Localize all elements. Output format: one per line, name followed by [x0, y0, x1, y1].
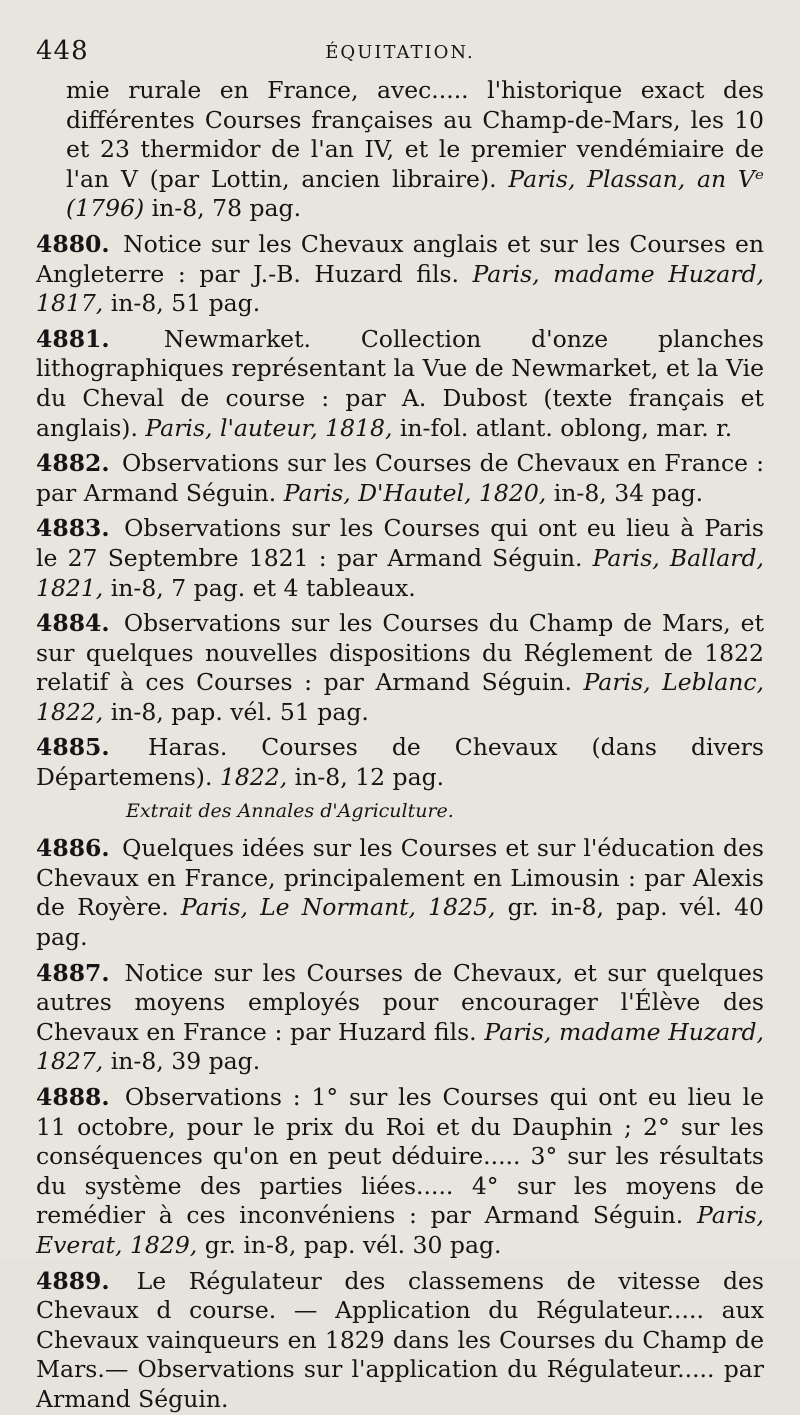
bibliography-entry: [36, 514, 764, 603]
entry-imprint: Paris, Plassan, an Vᵉ (1796): [66, 164, 764, 223]
entry-number: 4882.: [36, 449, 110, 478]
entry-imprint: Paris, Le Normant, 1825,: [180, 893, 496, 922]
bibliography-entry: [36, 609, 764, 727]
bibliography-entry: [36, 1083, 764, 1261]
entry-format: in-8, 34 pag.: [553, 478, 704, 507]
entry-text: Observations sur les Courses du Champ de Mars, et sur quelques nouvelles dispositions du Réglement de 1822 relatif à ces Courses : par Armand Séguin.: [36, 609, 764, 697]
entry-imprint: Paris, Leblanc, 1822,: [36, 668, 764, 726]
entry-format: in-8, 78 pag.: [151, 194, 302, 223]
entry-format: in-8, 12 pag.: [294, 763, 445, 792]
entry-format: in-8, 7 pag. et 4 tableaux.: [110, 573, 416, 602]
entry-imprint: 1822,: [219, 763, 288, 792]
entry-number: 4885.: [36, 733, 110, 762]
entry-text: Quelques idées sur les Courses et sur l'éducation des Chevaux en France, principalement en Limousin : par Alexis de Royère.: [36, 834, 764, 922]
entry-format: gr. in-8, pap. vél. 40 pag.: [36, 893, 764, 952]
running-head: ÉQUITATION.: [325, 42, 475, 63]
bibliography-entries: [36, 76, 764, 1415]
entry-format: gr. in-8, pap. vél. 30 pag.: [204, 1230, 502, 1259]
entry-number: 4880.: [36, 229, 110, 258]
entry-imprint: Paris, madame Huzard, 1827,: [36, 1017, 764, 1076]
entry-number: 4886.: [36, 834, 110, 863]
entry-imprint: Paris, D'Hautel, 1820,: [283, 478, 547, 507]
entry-number: 4884.: [36, 609, 110, 638]
entry-number: 4887.: [36, 958, 110, 987]
entry-text: mie rurale en France, avec..... l'historique exact des différentes Courses françaises au Champ-de-Mars, les 10 et 23 thermidor de l'an IV, et le premier vendémiaire de l'an V (par Lottin, ancien libraire).: [66, 76, 764, 193]
entry-text: Le Régulateur des classemens de vitesse des Chevaux d course. — Application du Régulateur..... aux Chevaux vainqueurs en 1829 dans les Courses du Champ de Mars.— Observations sur l'application du Régulateur..... par Armand Séguin.: [36, 1266, 764, 1413]
bibliography-entry: [36, 449, 764, 508]
bibliography-entry: [36, 325, 764, 443]
entry-number: 4889.: [36, 1266, 110, 1295]
entry-imprint: Paris, madame Huzard, 1817,: [36, 259, 764, 318]
entry-format: in-fol. atlant. oblong, mar. r.: [399, 413, 733, 442]
bibliography-entry: [36, 230, 764, 319]
entry-text: Observations sur les Courses qui ont eu lieu à Paris le 27 Septembre 1821 : par Armand Séguin.: [36, 514, 764, 572]
bibliography-entry: [36, 733, 764, 792]
page-number: 448: [36, 36, 89, 66]
entry-format: in-8, 39 pag.: [110, 1047, 261, 1076]
entry-note: Extrait des Annales d'Agriculture.: [126, 799, 454, 822]
entry-text: Newmarket. Collection d'onze planches lithographiques représentant la Vue de Newmarket, et la Vie du Cheval de course : par A. Dubost (texte français et anglais).: [36, 324, 764, 442]
bibliography-entry: [36, 76, 764, 224]
entry-imprint: Paris, Ballard, 1821,: [36, 543, 764, 602]
entry-text: Observations : 1° sur les Courses qui ont eu lieu le 11 octobre, pour le prix du Roi et du Dauphin ; 2° sur les conséquences qu'on en peut déduire..... 3° sur les résultats du système des parties liées..... 4° sur les moyens de remédier à ces inconvéniens : par Armand Séguin.: [36, 1083, 764, 1230]
entry-text: Notice sur les Chevaux anglais et sur les Courses en Angleterre : par J.-B. Huzard fils.: [36, 229, 764, 288]
page-header: [36, 30, 764, 76]
entry-imprint: Paris, l'auteur, 1818,: [145, 413, 393, 442]
entry-format: in-8, pap. vél. 51 pag.: [110, 697, 369, 726]
entry-number: 4883.: [36, 514, 110, 543]
bibliography-entry: [36, 834, 764, 952]
entry-text: Notice sur les Courses de Chevaux, et sur quelques autres moyens employés pour encourager l'Élève des Chevaux en France : par Huzard fils.: [36, 958, 764, 1046]
entry-text: Observations sur les Courses de Chevaux en France : par Armand Séguin.: [36, 449, 764, 507]
entry-number: 4888.: [36, 1083, 110, 1111]
entry-text: Haras. Courses de Chevaux (dans divers Départemens).: [36, 733, 764, 792]
entry-number: 4881.: [36, 324, 110, 353]
entry-format: in-8, 51 pag.: [110, 289, 261, 318]
bibliography-entry: [36, 959, 764, 1077]
bibliography-entry: [36, 1267, 764, 1415]
entry-imprint: Paris, Everat, 1829,: [36, 1201, 764, 1259]
